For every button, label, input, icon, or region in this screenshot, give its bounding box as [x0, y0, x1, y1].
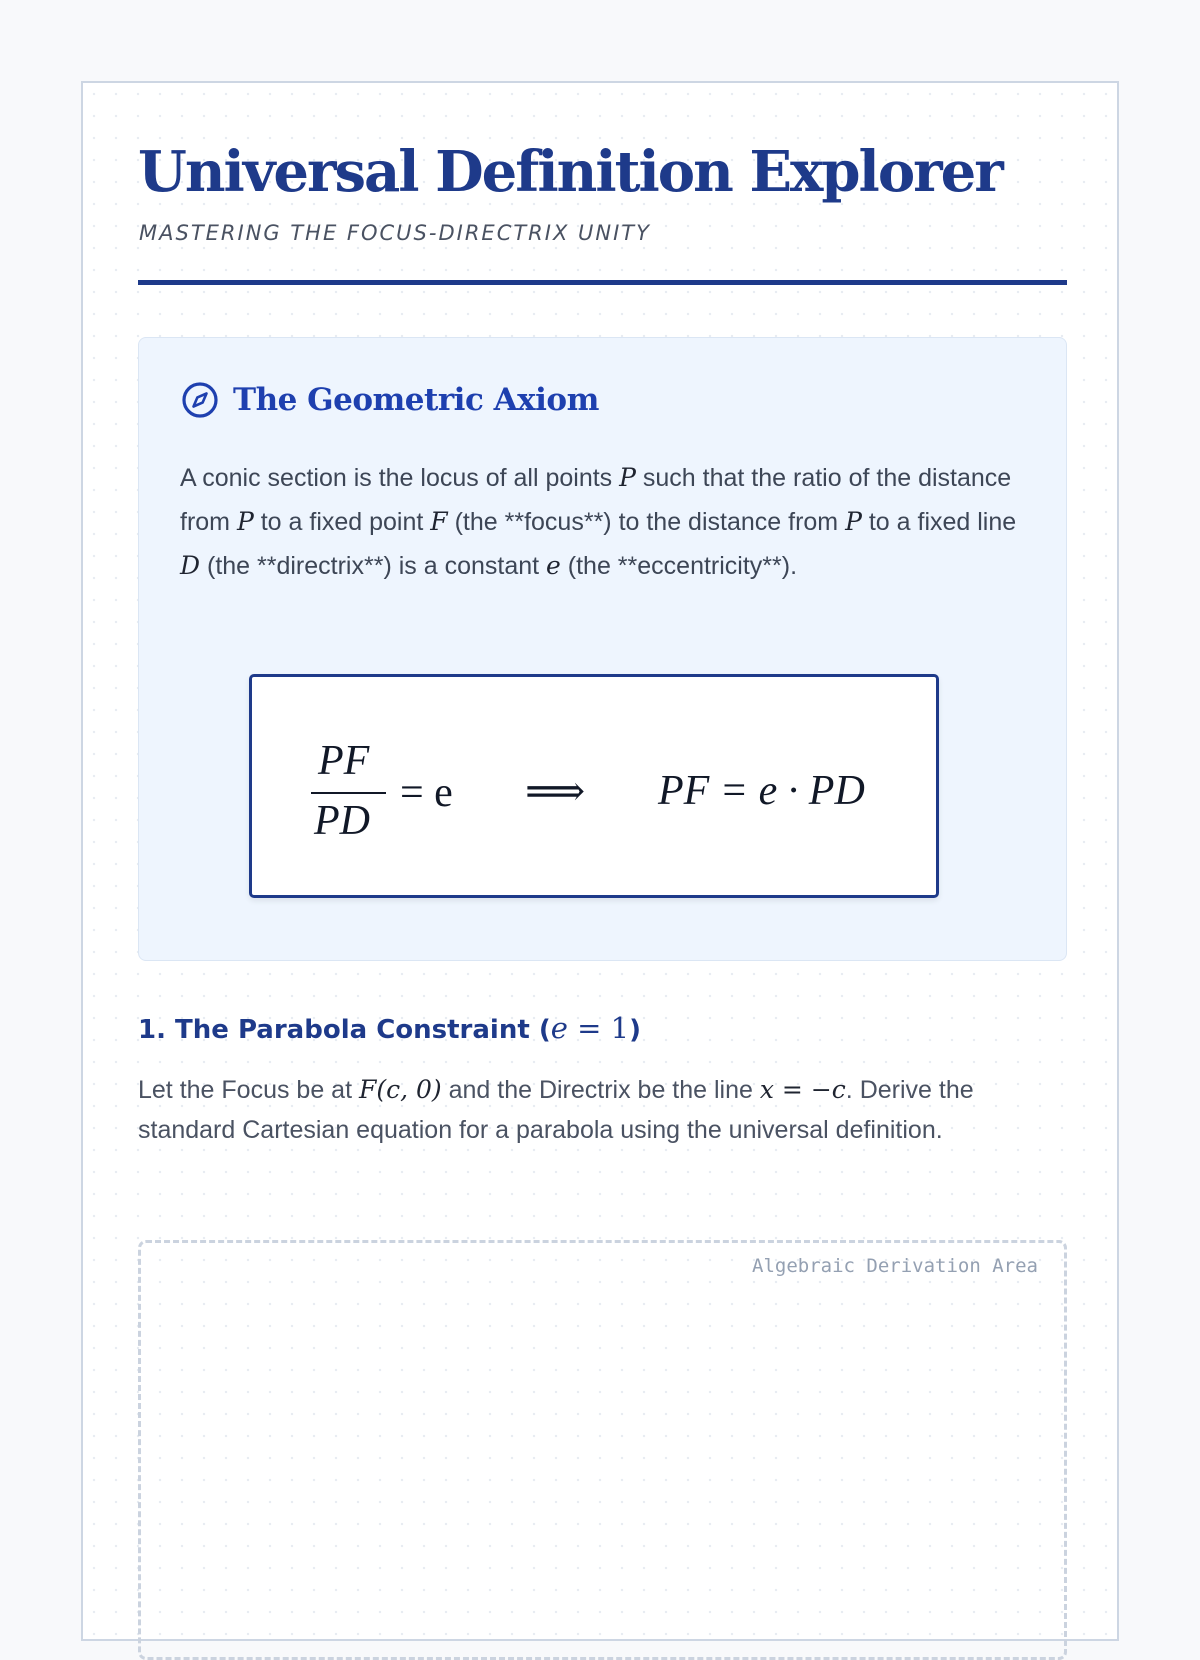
prompt-text-3: . Derive the standard Cartesian equation for a parabola using the universal definition. [138, 1076, 974, 1144]
axiom-text-2: such that the ratio of the distance from [180, 464, 1012, 536]
formula-numerator: PF [318, 738, 370, 784]
axiom-card [138, 337, 1067, 961]
question-1-prompt [138, 1070, 1053, 1150]
axiom-text-4: (the **focus**) to the distance from [447, 508, 846, 536]
axiom-definition [180, 456, 1020, 588]
math-var-D: D [180, 551, 201, 580]
question-1-title [138, 1011, 641, 1045]
axiom-heading: The Geometric Axiom [233, 382, 599, 418]
derivation-work-area[interactable] [138, 1240, 1067, 1660]
math-var-P: P [619, 463, 636, 492]
axiom-header [181, 380, 599, 420]
compass-icon [181, 381, 219, 419]
math-var-F: F [430, 507, 448, 536]
definition-formula-box [249, 674, 939, 898]
page-subtitle: MASTERING THE FOCUS-DIRECTRIX UNITY [139, 221, 651, 245]
question-1-title-close: ) [629, 1015, 641, 1045]
axiom-text-5: to a fixed line [861, 508, 1017, 536]
prompt-text-1: Let the Focus be at [138, 1076, 359, 1104]
title-divider [138, 280, 1067, 285]
math-equals-one: = 1 [567, 1011, 630, 1045]
page-title: Universal Definition Explorer [138, 139, 1002, 205]
math-var-P: P [236, 507, 254, 536]
math-var-P: P [845, 507, 862, 536]
worksheet-page [81, 81, 1119, 1641]
question-1-title-text: 1. The Parabola Constraint ( [138, 1015, 551, 1045]
math-var-e: e [550, 1011, 568, 1045]
math-var-x: x [759, 1075, 774, 1104]
formula-implies-arrow: ⟹ [525, 769, 586, 815]
prompt-text-2: and the Directrix be the line [441, 1076, 760, 1104]
axiom-text-3: to a fixed point [253, 508, 431, 536]
formula-result: PF = e · PD [658, 768, 865, 814]
math-equals-minus: = − [773, 1075, 832, 1104]
math-focus-point: F(c, 0) [358, 1075, 442, 1104]
axiom-text-6: (the **directrix**) is a constant [200, 552, 547, 580]
math-var-c: c [831, 1075, 846, 1104]
formula-equals-e: = e [400, 770, 453, 816]
formula-fraction-bar [311, 792, 386, 794]
formula-denominator: PD [314, 798, 370, 844]
math-var-e: e [546, 551, 561, 580]
work-area-label: Algebraic Derivation Area [752, 1255, 1038, 1277]
axiom-text-7: (the **eccentricity**). [560, 552, 798, 580]
axiom-text-1: A conic section is the locus of all points [180, 464, 620, 492]
